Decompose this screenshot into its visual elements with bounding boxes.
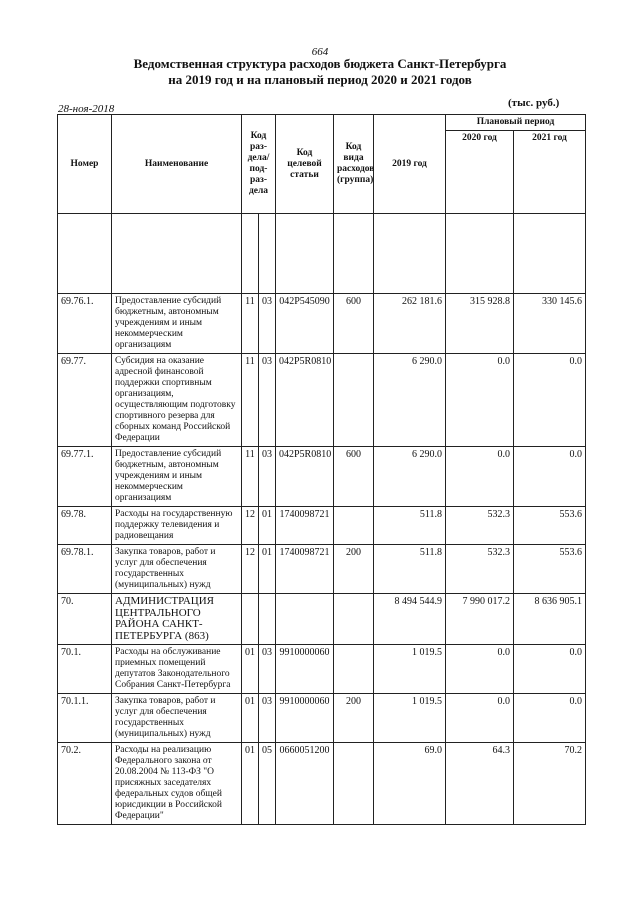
row-expense-type [334,354,374,447]
row-value-2020: 0.0 [446,354,514,447]
row-value-2021: 0.0 [514,354,586,447]
row-target: 0660051200 [276,743,334,825]
row-value-2020: 315 928.8 [446,294,514,354]
row-expense-type: 200 [334,545,374,594]
row-name: Субсидия на оказание адресной финансовой поддержки спортивным организациям, осуществляющим подготовку спортивного резерва для сборных команд Российской Федерации [112,354,242,447]
row-number: 69.77.1. [58,447,112,507]
row-value-2019: 262 181.6 [374,294,446,354]
table-row [58,694,586,743]
row-subsection: 05 [259,743,276,825]
row-section: 11 [242,294,259,354]
row-number: 69.76.1. [58,294,112,354]
row-value-2020: 0.0 [446,447,514,507]
row-expense-type [334,507,374,545]
row-target: 1740098721 [276,507,334,545]
row-value-2020: 64.3 [446,743,514,825]
row-target: 9910000060 [276,645,334,694]
table-row [58,354,586,447]
row-value-2020: 7 990 017.2 [446,594,514,645]
header-planned-period: Плановый период [446,115,586,131]
row-value-2019: 511.8 [374,545,446,594]
row-name: Расходы на государственную поддержку телевидения и радиовещания [112,507,242,545]
row-target: 1740098721 [276,545,334,594]
row-value-2021: 0.0 [514,447,586,507]
row-section: 11 [242,447,259,507]
row-value-2021: 0.0 [514,694,586,743]
row-number: 70.1.1. [58,694,112,743]
title-line-2: на 2019 год и на плановый период 2020 и 2021 годов [168,72,472,87]
header-2020: 2020 год [446,131,514,214]
row-target: 042P545090 [276,294,334,354]
header-name: Наименование [112,115,242,214]
row-section [242,594,259,645]
header-section: Код раз-дела/ под-раз-дела [242,115,276,214]
row-name: АДМИНИСТРАЦИЯ ЦЕНТРАЛЬНОГО РАЙОНА САНКТ-ПЕТЕРБУРГА (863) [112,594,242,645]
row-name: Закупка товаров, работ и услуг для обеспечения государственных (муниципальных) нужд [112,694,242,743]
document-title [40,56,600,88]
header-2019: 2019 год [374,115,446,214]
row-value-2019: 69.0 [374,743,446,825]
table-row [58,447,586,507]
blank-row [58,214,586,294]
page-number: 664 [311,46,329,58]
row-value-2020: 0.0 [446,694,514,743]
row-subsection: 03 [259,694,276,743]
table-row [58,507,586,545]
row-subsection: 01 [259,545,276,594]
row-section: 12 [242,507,259,545]
units-label: (тыс. руб.) [508,97,560,109]
row-subsection: 03 [259,447,276,507]
row-name: Закупка товаров, работ и услуг для обеспечения государственных (муниципальных) нужд [112,545,242,594]
table-row [58,743,586,825]
row-name: Предоставление субсидий бюджетным, автономным учреждениям и иным некоммерческим организациям [112,294,242,354]
header-2021: 2021 год [514,131,586,214]
row-subsection: 01 [259,507,276,545]
row-section: 01 [242,694,259,743]
row-expense-type: 600 [334,447,374,507]
header-expense-type: Код вида расходов (группа) [334,115,374,214]
table-row [58,645,586,694]
row-name: Расходы на обслуживание приемных помещений депутатов Законодательного Собрания Санкт-Петербурга [112,645,242,694]
row-name: Расходы на реализацию Федерального закона от 20.08.2004 № 113-ФЗ "О присяжных заседателях федеральных судов общей юрисдикции в Российской Федерации" [112,743,242,825]
row-number: 70.2. [58,743,112,825]
row-value-2019: 6 290.0 [374,354,446,447]
header-target: Код целевой статьи [276,115,334,214]
header-number: Номер [58,115,112,214]
row-section: 11 [242,354,259,447]
row-name: Предоставление субсидий бюджетным, автономным учреждениям и иным некоммерческим организациям [112,447,242,507]
row-expense-type: 200 [334,694,374,743]
row-value-2020: 0.0 [446,645,514,694]
table-row [58,545,586,594]
row-number: 69.78. [58,507,112,545]
table-row [58,594,586,645]
table-row [58,294,586,354]
row-value-2021: 553.6 [514,507,586,545]
row-target: 9910000060 [276,694,334,743]
row-target: 042P5R0810 [276,354,334,447]
row-expense-type [334,645,374,694]
row-value-2020: 532.3 [446,545,514,594]
title-line-1: Ведомственная структура расходов бюджета Санкт-Петербурга [133,56,507,71]
row-target: 042P5R0810 [276,447,334,507]
row-number: 69.77. [58,354,112,447]
row-number: 70.1. [58,645,112,694]
row-target [276,594,334,645]
row-value-2019: 1 019.5 [374,694,446,743]
row-expense-type: 600 [334,294,374,354]
row-subsection [259,594,276,645]
row-section: 12 [242,545,259,594]
row-value-2021: 553.6 [514,545,586,594]
document-date: 28-ноя-2018 [58,103,115,115]
row-value-2021: 330 145.6 [514,294,586,354]
row-value-2021: 0.0 [514,645,586,694]
row-expense-type [334,743,374,825]
row-subsection: 03 [259,294,276,354]
row-expense-type [334,594,374,645]
row-number: 70. [58,594,112,645]
row-subsection: 03 [259,645,276,694]
row-number: 69.78.1. [58,545,112,594]
row-value-2019: 511.8 [374,507,446,545]
row-subsection: 03 [259,354,276,447]
row-value-2019: 6 290.0 [374,447,446,507]
row-value-2019: 8 494 544.9 [374,594,446,645]
row-value-2021: 8 636 905.1 [514,594,586,645]
row-value-2020: 532.3 [446,507,514,545]
budget-table [57,114,586,825]
row-section: 01 [242,645,259,694]
row-value-2021: 70.2 [514,743,586,825]
row-value-2019: 1 019.5 [374,645,446,694]
row-section: 01 [242,743,259,825]
